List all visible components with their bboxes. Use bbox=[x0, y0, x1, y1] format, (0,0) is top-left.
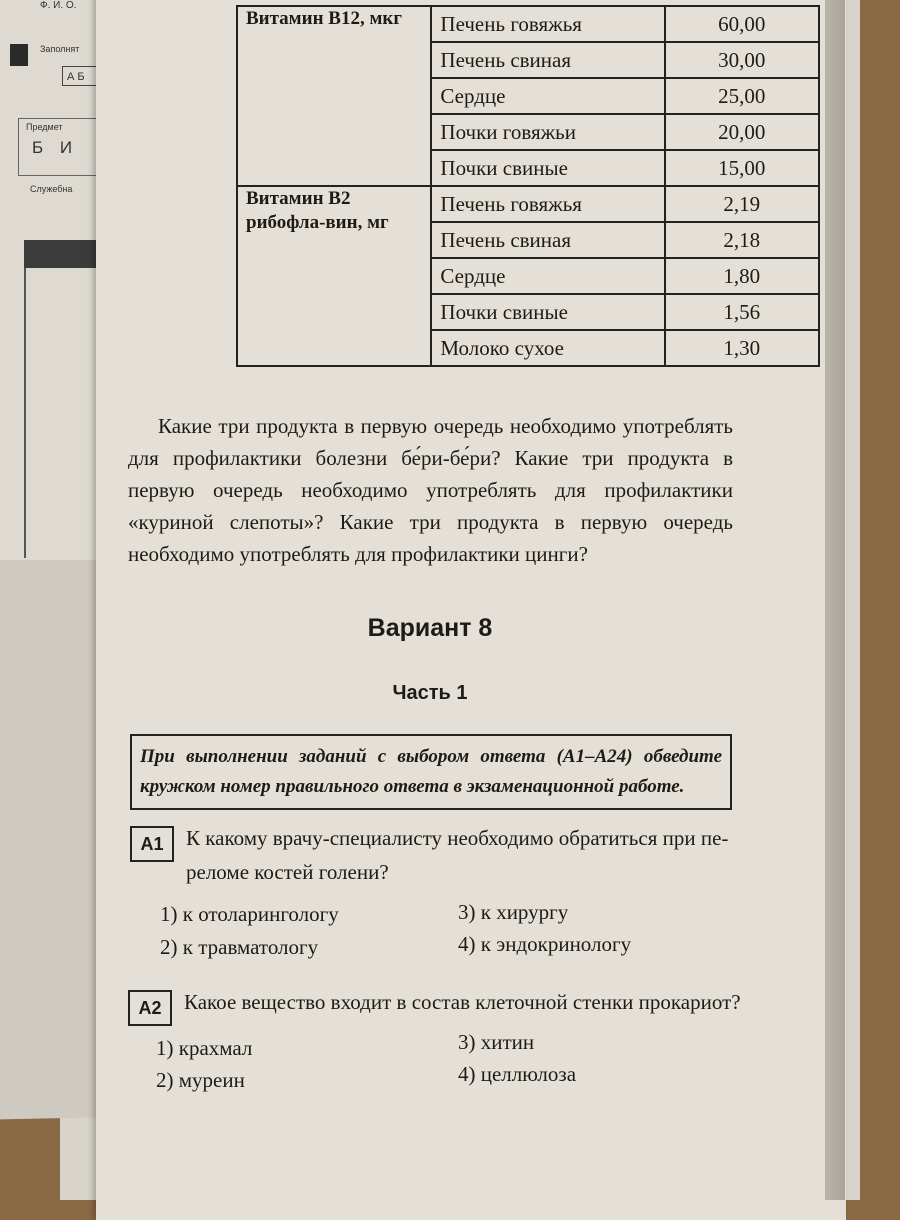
form-fill-label: Заполнят bbox=[40, 44, 80, 54]
question-a1-line2: реломе костей голени? bbox=[186, 860, 389, 884]
form-subject-label: Предмет bbox=[26, 122, 63, 132]
product-name: Молоко сухое bbox=[431, 330, 664, 366]
answer-option: 3) хитин bbox=[458, 1030, 535, 1054]
question-a1-line1: К какому врачу-специалисту необходимо обратиться при пе- bbox=[186, 826, 729, 850]
product-value: 20,00 bbox=[665, 114, 819, 150]
product-name: Сердце bbox=[431, 258, 664, 294]
product-value: 1,80 bbox=[665, 258, 819, 294]
vitamin-b2-label: Витамин В2 рибофла-вин, мг bbox=[237, 186, 431, 366]
answer-option: 4) к эндокринологу bbox=[458, 932, 632, 956]
product-name: Сердце bbox=[431, 78, 664, 114]
answer-option: 2) к травматологу bbox=[160, 935, 319, 959]
form-fio-label: Ф. И. О. bbox=[40, 0, 77, 11]
question-text: Какие три продукта в первую очередь необходимо употреблять для профилактики болезни бе́ри-бе́ри? Какие три продукта в первую очередь необходимо употреблять для профилактики «куриной слепоты»? Какие три продукта в первую очередь необходимо употреблять для профилактики цинги? bbox=[128, 414, 733, 566]
answer-option: 4) целлюлоза bbox=[458, 1062, 577, 1086]
product-value: 25,00 bbox=[665, 78, 819, 114]
product-name: Почки свиные bbox=[431, 294, 664, 330]
form-subject-value: Б И bbox=[32, 138, 79, 157]
form-border-line bbox=[24, 268, 26, 558]
product-value: 60,00 bbox=[665, 6, 819, 42]
product-value: 1,30 bbox=[665, 330, 819, 366]
question-number-a1: А1 bbox=[130, 826, 174, 862]
product-name: Почки говяжьи bbox=[431, 114, 664, 150]
table-question bbox=[128, 410, 733, 570]
product-name: Печень говяжья bbox=[431, 6, 664, 42]
question-a2-line1: Какое вещество входит в состав клеточной стенки прокариот? bbox=[184, 990, 741, 1014]
answer-option: 3) к хирургу bbox=[458, 900, 569, 924]
product-value: 2,18 bbox=[665, 222, 819, 258]
product-name: Печень свиная bbox=[431, 222, 664, 258]
product-value: 30,00 bbox=[665, 42, 819, 78]
vitamin-table bbox=[236, 5, 820, 367]
instruction-box: При выполнении заданий с выбором ответа (А1–А24) обведите кружком номер правильного ответа в экзаменационной работе. bbox=[130, 734, 732, 810]
table-row bbox=[237, 6, 819, 42]
product-name: Печень свиная bbox=[431, 42, 664, 78]
form-marker bbox=[10, 44, 28, 66]
form-letter-boxes: А Б bbox=[62, 66, 108, 86]
answer-option: 1) к отоларингологу bbox=[160, 902, 339, 926]
page-edge-shadow bbox=[825, 0, 845, 1200]
product-value: 15,00 bbox=[665, 150, 819, 186]
product-name: Печень говяжья bbox=[431, 186, 664, 222]
form-service-label: Служебна bbox=[30, 184, 73, 194]
product-value: 2,19 bbox=[665, 186, 819, 222]
answer-option: 1) крахмал bbox=[156, 1036, 253, 1060]
variant-title: Вариант 8 bbox=[367, 614, 493, 642]
part-title: Часть 1 bbox=[392, 682, 468, 704]
product-value: 1,56 bbox=[665, 294, 819, 330]
table-row bbox=[237, 186, 819, 222]
answer-option: 2) муреин bbox=[156, 1068, 245, 1092]
product-name: Почки свиные bbox=[431, 150, 664, 186]
question-number-a2: А2 bbox=[128, 990, 172, 1026]
vitamin-b12-label: Витамин В12, мкг bbox=[237, 6, 431, 186]
